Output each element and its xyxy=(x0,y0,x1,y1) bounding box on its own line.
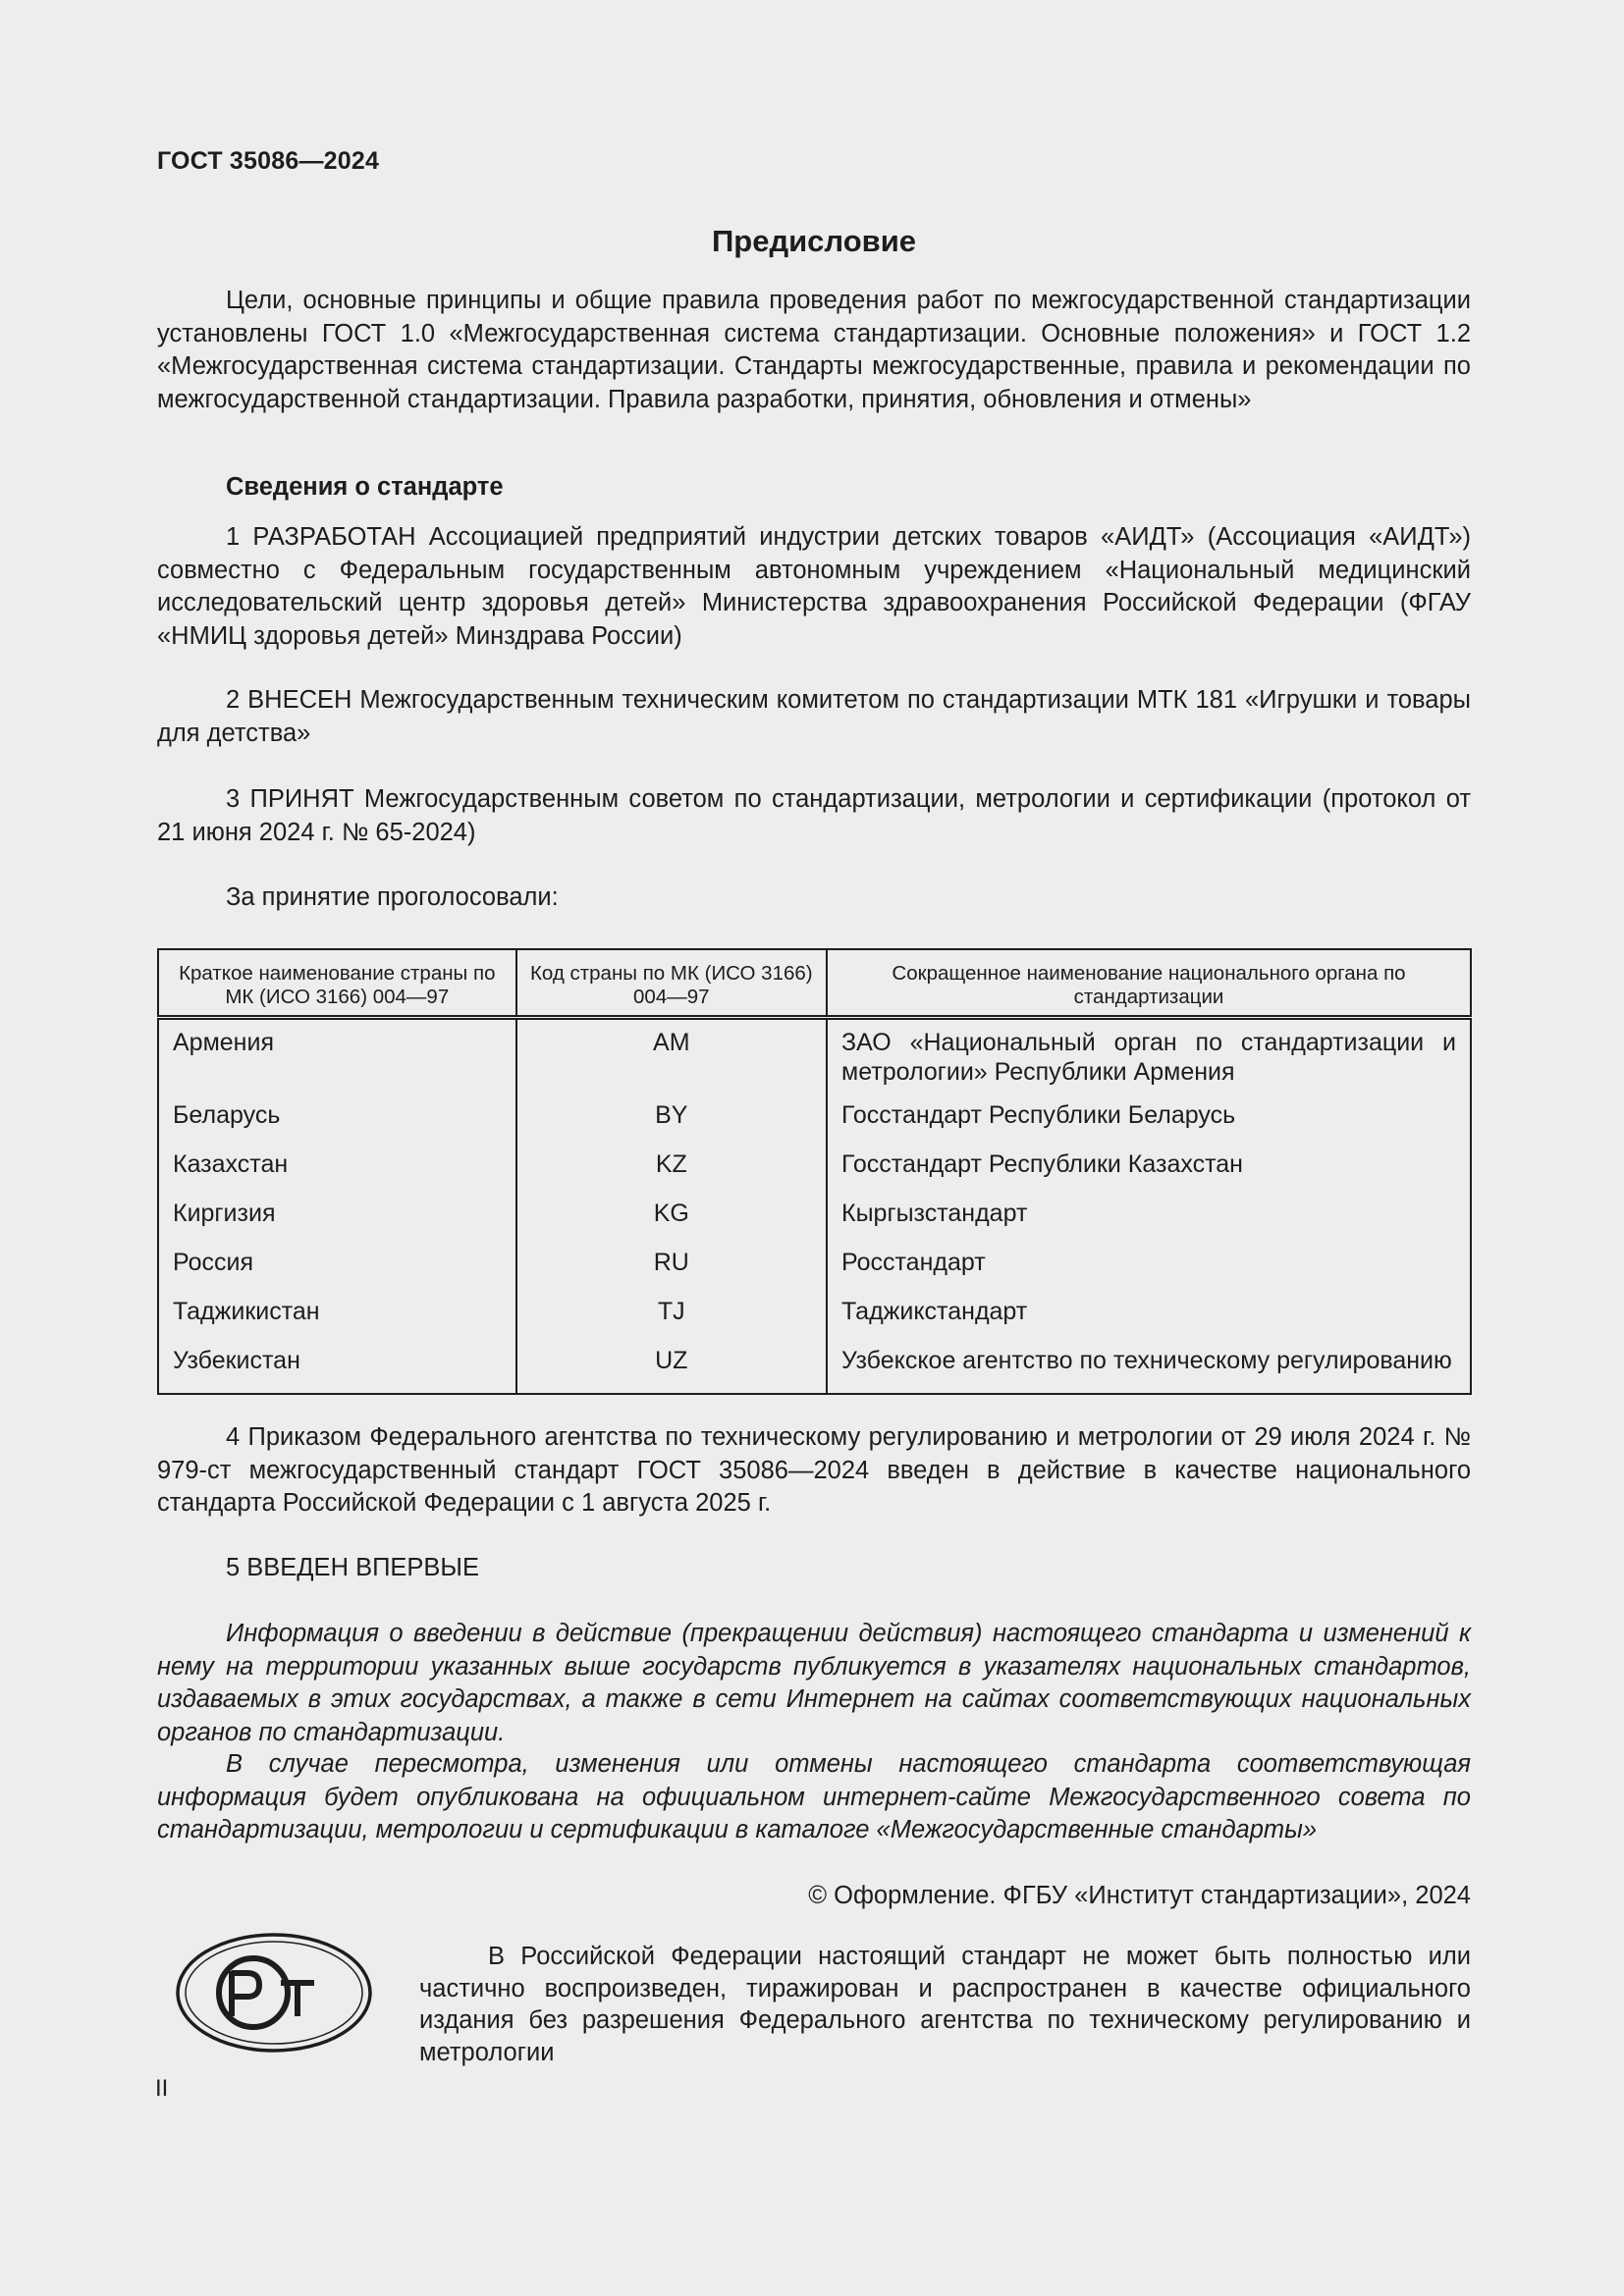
gost-r-certification-mark-icon xyxy=(175,1932,373,2054)
header-national-body: Сокращенное наименование национального органа по стандартизации xyxy=(827,949,1471,1018)
cell-code: TJ xyxy=(516,1297,827,1346)
cell-code: KG xyxy=(516,1199,827,1248)
cell-country: Армения xyxy=(158,1018,516,1101)
info-paragraph-1: Информация о введении в действие (прекращении действия) настоящего стандарта и изменений к нему на территории указанных выше государств публикуется в указателях национальных стандартов, издаваемых в этих государствах, а также в сети Интернет на сайтах соответствующих национальных органов по стандартизации. xyxy=(157,1620,1471,1746)
table-header-row xyxy=(158,949,1471,1018)
page-number: II xyxy=(155,2075,169,2102)
cell-code: UZ xyxy=(516,1346,827,1394)
cell-body: Росстандарт xyxy=(841,1249,986,1276)
votes-table xyxy=(157,948,1472,1395)
page-title: Предисловие xyxy=(711,224,916,258)
cell-body: Узбекское агентство по техническому регулированию xyxy=(841,1347,1452,1374)
cell-country: Узбекистан xyxy=(158,1346,516,1394)
item-4-order: 4 Приказом Федерального агентства по техническому регулированию и метрологии от 29 июля 2024 г. № 979-ст межгосударственный стандарт ГОСТ 35086—2024 введен в действие в качестве национального стандарта Российской Федерации с 1 августа 2025 г. xyxy=(157,1423,1471,1517)
cell-country: Беларусь xyxy=(158,1100,516,1149)
cell-body: Госстандарт Республики Казахстан xyxy=(841,1150,1243,1178)
cell-code: KZ xyxy=(516,1149,827,1199)
intro-paragraph: Цели, основные принципы и общие правила проведения работ по межгосударственной стандартизации установлены ГОСТ 1.0 «Межгосударственная система стандартизации. Основные положения» и ГОСТ 1.2 «Межгосударственная система стандартизации. Стандарты межгосударственные, правила и рекомендации по межгосударственной стандартизации. Правила разработки, принятия, обновления и отмены» xyxy=(157,287,1471,413)
cell-code: AM xyxy=(516,1018,827,1101)
cell-body: Кыргызстандарт xyxy=(841,1200,1028,1227)
item-1-developed: 1 РАЗРАБОТАН Ассоциацией предприятий индустрии детских товаров «АИДТ» (Ассоциация «АИДТ») совместно с Федеральным государственным автономным учреждением «Национальный медицинский исследовательский центр здоровья детей» Министерства здравоохранения Российской Федерации (ФГАУ «НМИЦ здоровья детей» Минздрава России) xyxy=(157,523,1471,650)
cell-body: ЗАО «Национальный орган по стандартизации и метрологии» Республики Армения xyxy=(841,1029,1456,1086)
header-country-code: Код страны по МК (ИСО 3166) 004—97 xyxy=(516,949,827,1018)
copyright-line: © Оформление. ФГБУ «Институт стандартизации», 2024 xyxy=(808,1882,1471,1909)
cell-country: Киргизия xyxy=(158,1199,516,1248)
votes-intro: За принятие проголосовали: xyxy=(226,883,559,911)
document-code: ГОСТ 35086—2024 xyxy=(157,147,380,175)
cell-code: RU xyxy=(516,1248,827,1297)
table-row xyxy=(158,1199,1471,1248)
header-country-name: Краткое наименование страны по МК (ИСО 3166) 004—97 xyxy=(158,949,516,1018)
cell-body: Госстандарт Республики Беларусь xyxy=(841,1101,1236,1129)
item-3-adopted: 3 ПРИНЯТ Межгосударственным советом по стандартизации, метрологии и сертификации (протокол от 21 июня 2024 г. № 65-2024) xyxy=(157,785,1471,846)
item-5-first-introduced: 5 ВВЕДЕН ВПЕРВЫЕ xyxy=(226,1554,480,1581)
cell-country: Таджикистан xyxy=(158,1297,516,1346)
table-row xyxy=(158,1149,1471,1199)
cell-country: Россия xyxy=(158,1248,516,1297)
table-row xyxy=(158,1100,1471,1149)
item-2-submitted: 2 ВНЕСЕН Межгосударственным техническим комитетом по стандартизации МТК 181 «Игрушки и товары для детства» xyxy=(157,686,1471,747)
cell-body: Таджикстандарт xyxy=(841,1298,1028,1325)
table-row xyxy=(158,1018,1471,1101)
section-subheading: Сведения о стандарте xyxy=(226,473,504,501)
table-row xyxy=(158,1297,1471,1346)
cell-code: BY xyxy=(516,1100,827,1149)
table-row xyxy=(158,1346,1471,1394)
table-row xyxy=(158,1248,1471,1297)
info-paragraph-2: В случае пересмотра, изменения или отмены настоящего стандарта соответствующая информация будет опубликована на официальном интернет-сайте Межгосударственного совета по стандартизации, метрологии и сертификации в каталоге «Межгосударственные стандарты» xyxy=(157,1750,1471,1843)
copyright-notice: В Российской Федерации настоящий стандарт не может быть полностью или частично воспроизведен, тиражирован и распространен в качестве официального издания без разрешения Федерального агентства по техническому регулированию и метрологии xyxy=(419,1943,1471,2066)
cell-country: Казахстан xyxy=(158,1149,516,1199)
